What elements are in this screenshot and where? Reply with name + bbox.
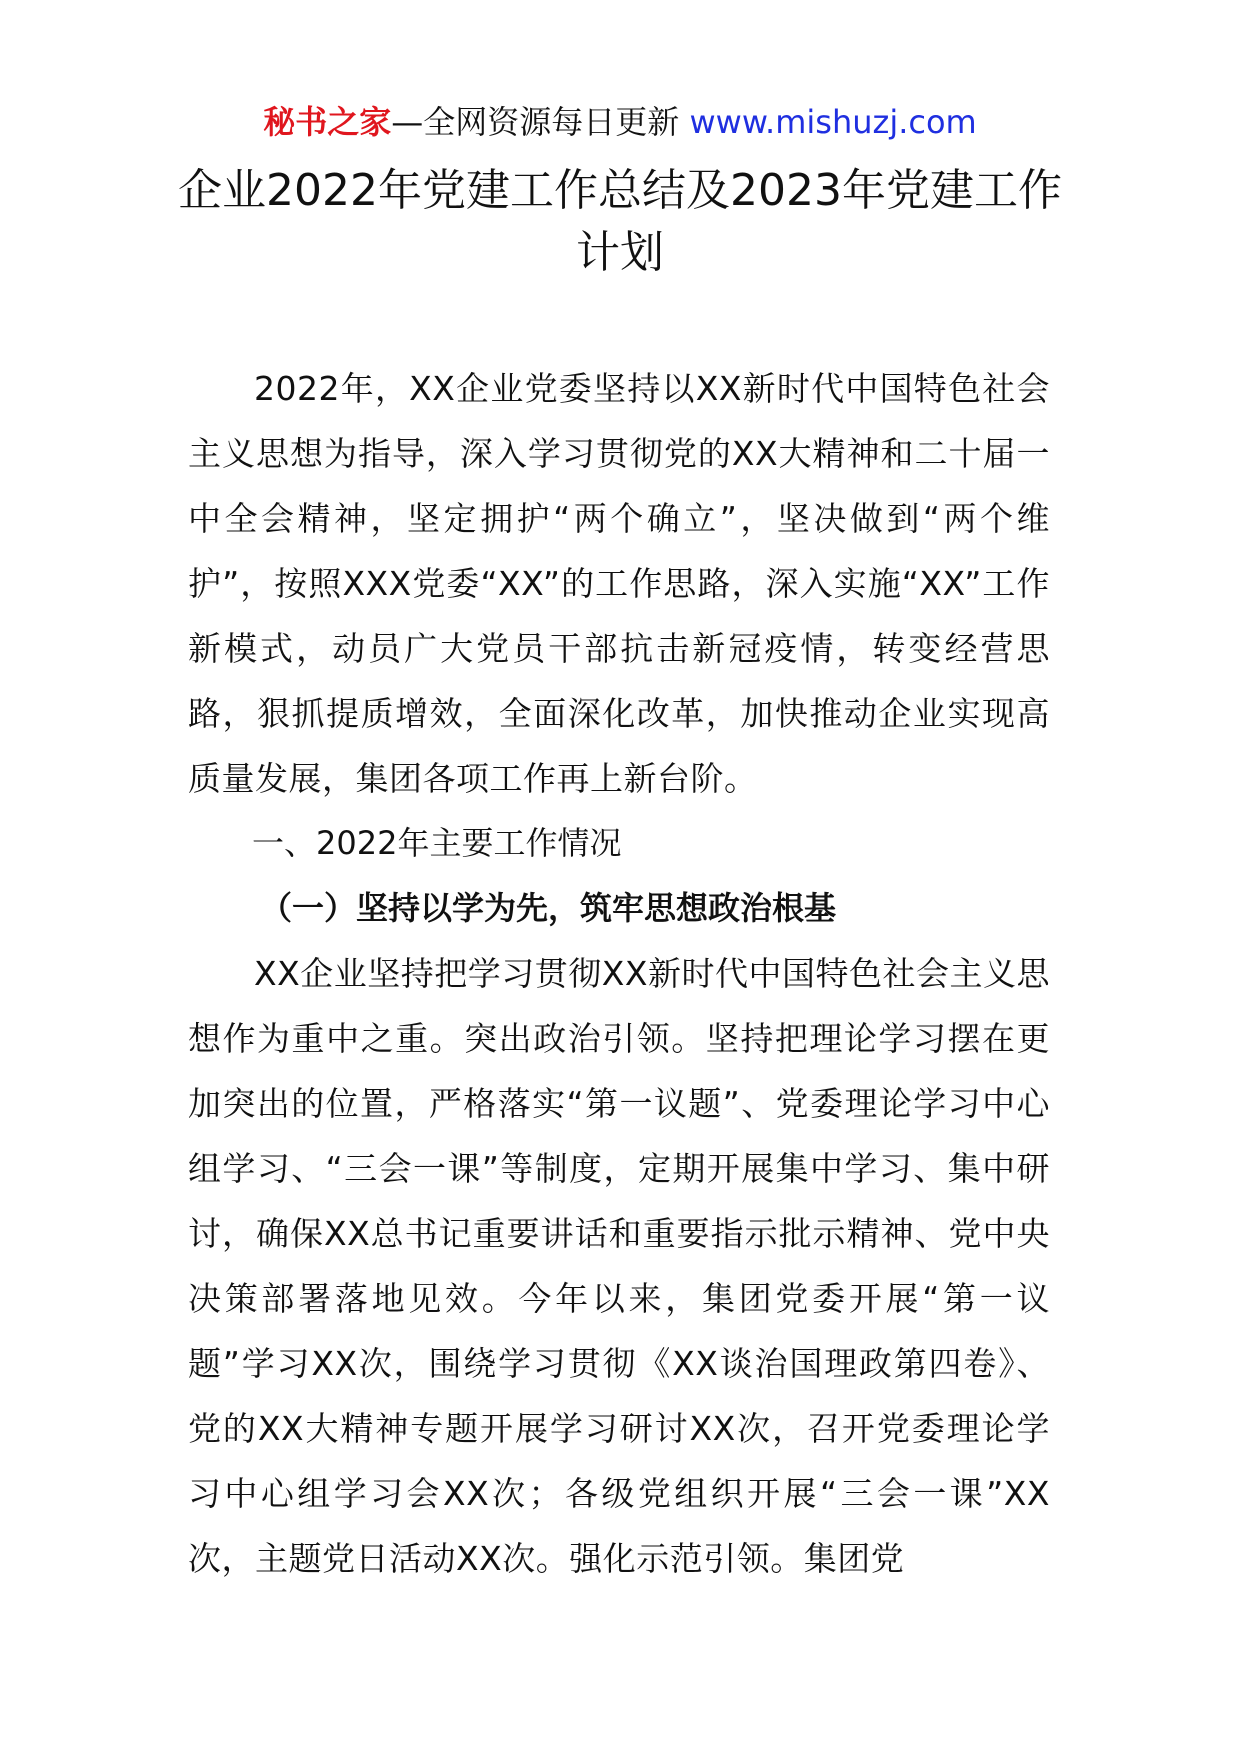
document-body (188, 356, 1050, 1591)
intro-paragraph: 2022年，XX企业党委坚持以XX新时代中国特色社会主义思想为指导，深入学习贯彻党的XX大精神和二十届一中全会精神，坚定拥护“两个确立”，坚决做到“两个维护”，按照XXX党委“XX”的工作思路，深入实施“XX”工作新模式，动员广大党员干部抗击新冠疫情，转变经营思路，狠抓提质增效，全面深化改革，加快推动企业实现高质量发展，集团各项工作再上新台阶。 (188, 369, 1050, 798)
brand-name: 秘书之家 (263, 103, 392, 141)
site-url-link[interactable]: www.mishuzj.com (689, 103, 977, 141)
header-slogan: —全网资源每日更新 (391, 103, 680, 141)
site-header (0, 100, 1240, 144)
subsection-heading: （一）坚持以学为先，筑牢思想政治根基 (260, 889, 837, 927)
subsection-paragraph: XX企业坚持把学习贯彻XX新时代中国特色社会主义思想作为重中之重。突出政治引领。坚持把理论学习摆在更加突出的位置，严格落实“第一议题”、党委理论学习中心组学习、“三会一课”等制度，定期开展集中学习、集中研讨，确保XX总书记重要讲话和重要指示批示精神、党中央决策部署落地见效。今年以来，集团党委开展“第一议题”学习XX次，围绕学习贯彻《XX谈治国理政第四卷》、党的XX大精神专题开展学习研讨XX次，召开党委理论学习中心组学习会XX次；各级党组织开展“三会一课”XX次，主题党日活动XX次。强化示范引领。集团党 (188, 954, 1050, 1578)
section-heading: 一、2022年主要工作情况 (252, 824, 622, 862)
document-title: 企业2022年党建工作总结及2023年党建工作计划 (178, 165, 1062, 278)
